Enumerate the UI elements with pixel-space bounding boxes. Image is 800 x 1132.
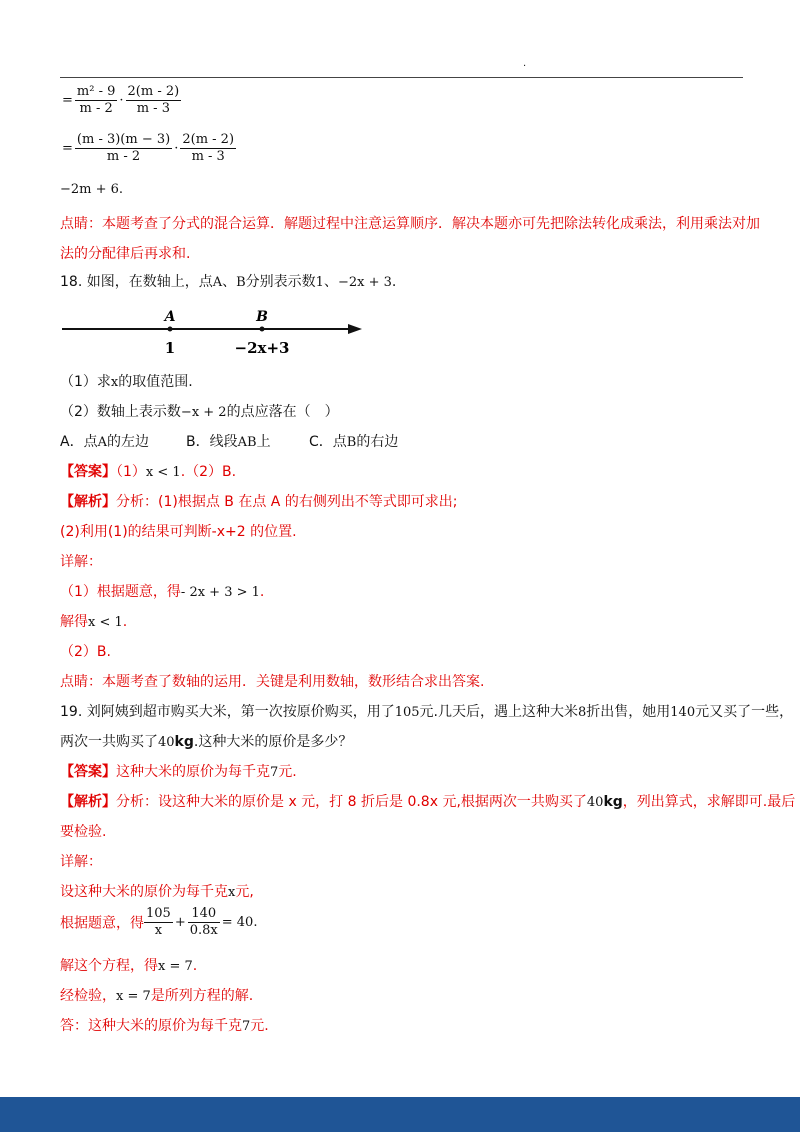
math: x [228,885,236,900]
q19-step1 [60,882,254,903]
numerator: 2(m - 2) [182,132,235,147]
q18-analysis-line1 [60,492,458,512]
point-b-marker [260,327,265,332]
text: （1）求 [60,374,111,390]
q18-analysis-line2: (2)利用(1)的结果可判断-x+2 的位置. [60,524,297,540]
dot-operator: · [119,93,124,108]
number-line-arrow-icon [348,324,362,334]
text: 元. [278,764,297,780]
text: 的右边 [356,434,399,450]
point-a-marker [168,327,173,332]
denominator: m - 3 [136,101,170,116]
q19-final-answer [60,1016,269,1037]
analysis-tag: 【解析】 [60,494,116,510]
header-dot: . [523,58,527,69]
text: 是所列方程的解. [150,988,254,1004]
numerator: (m - 3)(m − 3) [76,132,171,147]
analysis-tag: 【解析】 [60,794,116,810]
math: = 40. [221,915,258,930]
text: . [259,584,265,600]
q18-part2 [60,402,339,423]
fraction [126,84,182,117]
math: 140 [670,705,696,720]
math: AB [237,435,257,450]
text: 元. [250,1018,269,1034]
text: ，列出算式，求解即可.最后 [622,794,796,810]
math: A [212,275,223,290]
point-a-label: A [164,309,176,325]
math: B [346,435,357,450]
text: 解这个方程，得 [60,958,158,974]
text: .（2）B. [180,464,237,480]
text: 的点应落在（ ） [226,404,339,420]
fraction [180,132,236,165]
number-line-figure [60,308,370,358]
point-a-value: 1 [164,339,176,357]
math: B [236,275,246,290]
q17-comment-line2: 法的分配律后再求和. [60,246,191,262]
math: 1 [315,275,324,290]
text: 分析：(1)根据点 B 在点 A 的右侧列出不等式即可求出; [116,494,458,510]
text: 、 [222,274,237,290]
math: 40 [158,735,175,750]
text: . [192,958,198,974]
text: 折出售，她用 [586,704,671,720]
text: . [391,274,397,290]
answer-tag: 【答案】 [60,764,116,780]
text: （1）根据题意，得 [60,584,181,600]
q17-comment-line1: 点睛：本题考查了分式的混合运算．解题过程中注意运算顺序．解决本题亦可先把除法转化成乘法，利用乘法对加 [60,216,760,232]
q17-step-line1 [60,84,181,117]
text: 元.几天后，遇上这种大米 [419,704,578,720]
equals-sign: = [62,141,73,156]
math: 7 [270,765,279,780]
math: 40 [586,795,604,810]
text: 分析：设这种大米的原价是 x 元，打 8 折后是 0.8x 元,根据两次一共购买了 [116,794,587,810]
text: 经检验， [60,988,116,1004]
math: x [110,375,119,390]
text: 、 [323,274,338,290]
unit-kg: kg [603,794,623,810]
fraction [75,132,172,165]
q18-option-a [60,432,149,453]
header-rule [60,77,743,78]
unit-kg: kg [174,734,194,750]
text: A．点 [60,434,98,450]
q18-step1 [60,582,264,603]
denominator: m - 2 [106,149,141,164]
text: 的取值范围. [118,374,193,390]
footer-bar [0,1097,800,1132]
text: 两次一共购买了 [60,734,158,750]
denominator: m - 3 [191,149,225,164]
text: C．点 [309,434,347,450]
math: 8 [578,705,587,720]
q19-answer [60,762,297,783]
q18-step3: （2）B. [60,644,111,660]
q19-detail-heading: 详解： [60,854,102,870]
math: - 2x + 3 > 1 [180,585,260,600]
text: 根据题意，得 [60,915,144,932]
numerator: 140 [188,906,220,923]
q19-stem-line2 [60,732,352,753]
text: B．线段 [186,434,238,450]
q17-step-line2 [60,132,236,165]
text: 这种大米的原价为每千克 [116,764,270,780]
dot-operator: · [174,141,179,156]
text: 元, [235,884,254,900]
q18-comment: 点睛：本题考查了数轴的运用．关键是利用数轴，数形结合求出答案. [60,674,485,690]
q18-answer [60,462,236,483]
q18-option-c [309,432,398,453]
text: 解得 [60,614,88,630]
text: （1） [116,464,146,480]
text: 答：这种大米的原价为每千克 [60,1018,242,1034]
math: x = 7 [116,989,151,1004]
text: 上 [256,434,271,450]
q19-stem-line1 [60,702,793,723]
q17-step-line3: −2m + 6. [60,182,124,197]
point-b-value: −2x+3 [234,339,290,357]
numerator: 2(m - 2) [127,84,180,99]
math: −x + 2 [180,405,227,420]
q19-analysis-line1 [60,792,795,813]
fraction [144,906,173,939]
text: 元又买了一些， [695,704,794,720]
q18-detail-heading: 详解： [60,554,102,570]
q18-part1 [60,372,193,393]
fraction [188,906,220,939]
math: −2x + 3 [337,275,392,290]
answer-tag: 【答案】 [60,464,116,480]
math: 7 [242,1019,251,1034]
q19-step2 [60,906,259,939]
math: 105 [394,705,420,720]
text: 的左边 [106,434,149,450]
math: x < 1 [145,465,181,480]
math: A [97,435,107,450]
text: 18. 如图，在数轴上，点 [60,274,213,290]
point-b-label: B [256,309,268,325]
text: .这种大米的原价是多少？ [193,734,353,750]
text: . [122,614,128,630]
math: x < 1 [88,615,123,630]
fraction [75,84,117,117]
plus-sign: + [174,915,186,930]
q19-step3 [60,956,197,977]
text: （2）数轴上表示数 [60,404,181,420]
q18-stem [60,272,396,293]
numerator: 105 [146,906,171,921]
denominator: m - 2 [79,101,113,116]
q19-step4 [60,986,253,1007]
denominator: x [154,923,163,938]
q18-option-b [186,432,271,453]
text: 19. 刘阿姨到超市购买大米，第一次按原价购买，用了 [60,704,395,720]
q18-step2 [60,612,127,633]
q19-analysis-line2: 要检验. [60,824,107,840]
equals-sign: = [62,93,73,108]
text: 设这种大米的原价为每千克 [60,884,228,900]
numerator: m² - 9 [76,84,116,99]
text: 分别表示数 [245,274,316,290]
denominator: 0.8x [189,923,218,938]
math: x = 7 [158,959,193,974]
